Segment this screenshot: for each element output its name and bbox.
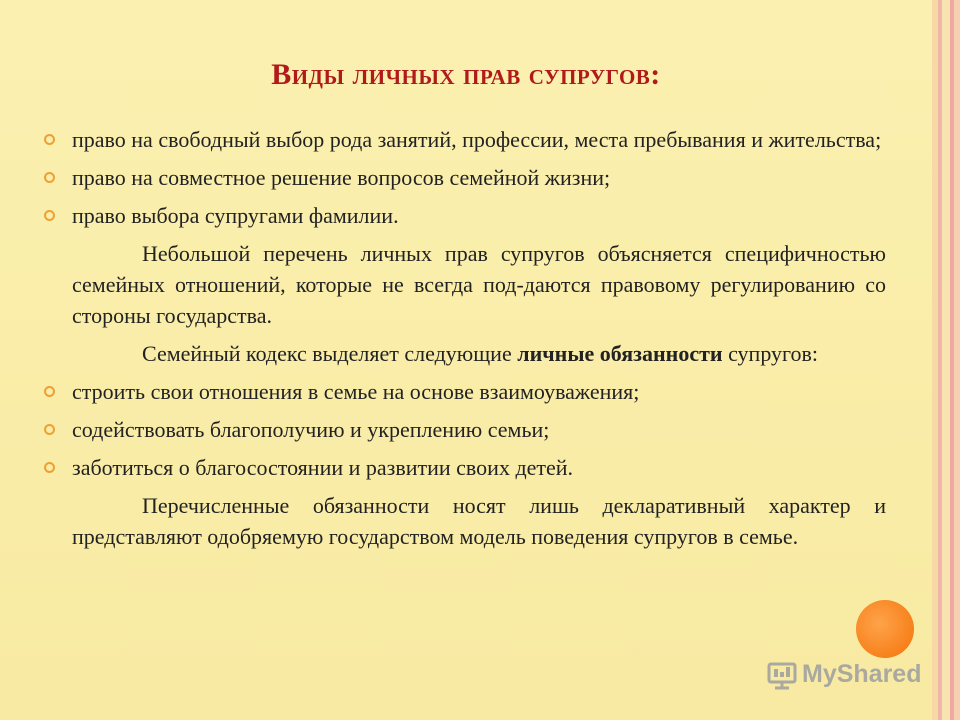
paragraph-2-text: Семейный кодекс выделяет следующие xyxy=(142,341,518,366)
bullet-item xyxy=(44,414,886,445)
circle-bullet-icon xyxy=(44,172,55,183)
circle-bullet-icon xyxy=(44,134,55,145)
paragraph-2-bold: личные обязанности xyxy=(517,341,723,366)
bullet-text: заботиться о благосостоянии и развитии своих детей. xyxy=(72,455,574,480)
paragraph-2 xyxy=(44,338,886,369)
slide-content xyxy=(44,124,886,559)
bullet-text: содействовать благополучию и укреплению семьи; xyxy=(72,417,550,442)
circle-bullet-icon xyxy=(44,386,55,397)
watermark-text: MyShared xyxy=(802,659,922,688)
bullet-text: право на свободный выбор рода занятий, профессии, места пребывания и жительства; xyxy=(72,127,882,152)
bullet-text: право выбора супругами фамилии. xyxy=(72,203,399,228)
orange-circle-decoration xyxy=(856,600,914,658)
circle-bullet-icon xyxy=(44,210,55,221)
bullet-item xyxy=(44,124,886,155)
bullet-text: право на совместное решение вопросов семейной жизни; xyxy=(72,165,611,190)
watermark xyxy=(766,656,921,692)
paragraph-2-tail: супругов: xyxy=(722,341,819,366)
bullet-text: строить свои отношения в семье на основе взаимоуважения; xyxy=(72,379,640,404)
paragraph-1: Небольшой перечень личных прав супругов объясняется специфичностью семейных отношений, которые не всегда под-даются правовому регулированию со стороны государства. xyxy=(72,241,886,328)
bullet-item xyxy=(44,452,886,483)
slide-title: Виды личных прав супругов: xyxy=(271,58,661,91)
paragraph-3: Перечисленные обязанности носят лишь декларативный характер и представляют одобряемую государством модель поведения супругов в семье. xyxy=(72,493,886,549)
circle-bullet-icon xyxy=(44,462,55,473)
presentation-icon xyxy=(766,658,798,690)
circle-bullet-icon xyxy=(44,424,55,435)
bullet-item xyxy=(44,200,886,231)
bullet-item xyxy=(44,162,886,193)
decorative-stripes xyxy=(932,0,960,720)
bullet-item xyxy=(44,376,886,407)
